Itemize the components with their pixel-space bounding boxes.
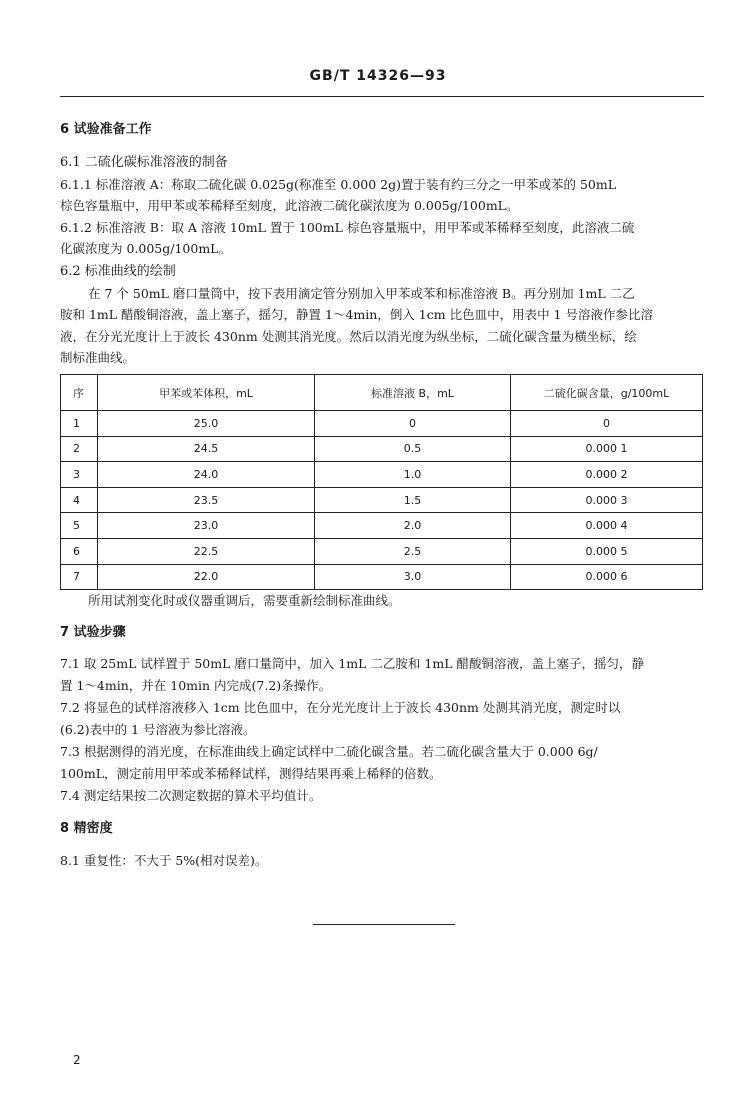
section-7-3-line-2: 100mL，测定前用甲苯或苯稀释试样，测得结果再乘上稀释的倍数。 <box>60 766 442 781</box>
section-6-2-para-line-2: 胺和 1mL 醋酸铜溶液，盖上塞子，摇匀，静置 1～4min，倒入 1cm 比色皿中，用表中 1 号溶液作参比溶 <box>60 307 653 322</box>
table-cell: 25.0 <box>98 411 315 437</box>
table-cell: 2.0 <box>315 513 511 539</box>
table-row <box>61 538 703 564</box>
table-cell: 1.5 <box>315 487 511 513</box>
section-6-1-1-line-1: 6.1.1 标准溶液 A：称取二硫化碳 0.025g(称准至 0.000 2g)置于装有约三分之一甲苯或苯的 50mL <box>60 177 617 192</box>
section-7-3-line-1: 7.3 根据测得的消光度，在标准曲线上确定试样中二硫化碳含量。若二硫化碳含量大于 0.000 6g/ <box>60 744 598 759</box>
page-number: 2 <box>73 1053 81 1067</box>
table-cell: 0.000 4 <box>511 513 703 539</box>
section-6-1-2-line-1: 6.1.2 标准溶液 B：取 A 溶液 10mL 置于 100mL 棕色容量瓶中，用甲苯或苯稀释至刻度，此溶液二硫 <box>60 220 635 235</box>
table-cell: 0.000 6 <box>511 564 703 590</box>
section-6-1-2-line-2: 化碳浓度为 0.005g/100mL。 <box>60 241 231 256</box>
section-7-1-line-2: 置 1～4min，并在 10min 内完成(7.2)条操作。 <box>60 678 332 693</box>
table-cell: 7 <box>61 564 98 590</box>
table-cell: 23.5 <box>98 487 315 513</box>
section-7-title: 7 试验步骤 <box>60 625 126 640</box>
section-6-2-para-line-1: 在 7 个 50mL 磨口量筒中，按下表用滴定管分别加入甲苯或苯和标准溶液 B。再分别加 1mL 二乙 <box>88 286 635 301</box>
section-6-2-para-line-4: 制标准曲线。 <box>60 350 136 365</box>
table-cell: 2 <box>61 436 98 462</box>
section-7-1-line-1: 7.1 取 25mL 试样置于 50mL 磨口量筒中，加入 1mL 二乙胺和 1mL 醋酸铜溶液，盖上塞子，摇匀，静 <box>60 656 644 671</box>
col-header-cs2-content: 二硫化碳含量，g/100mL <box>511 375 703 411</box>
table-cell: 0 <box>511 411 703 437</box>
table-cell: 3.0 <box>315 564 511 590</box>
section-8-1: 8.1 重复性：不大于 5%(相对误差)。 <box>60 853 268 868</box>
table-cell: 0.000 5 <box>511 538 703 564</box>
table-cell: 0.5 <box>315 436 511 462</box>
table-cell: 24.5 <box>98 436 315 462</box>
section-8-title: 8 精密度 <box>60 821 113 836</box>
table-row <box>61 436 703 462</box>
table-cell: 1.0 <box>315 462 511 488</box>
end-rule <box>313 924 455 925</box>
table-cell: 4 <box>61 487 98 513</box>
standard-code-header: GB/T 14326—93 <box>309 68 447 84</box>
section-6-2-para-line-3: 液，在分光光度计上于波长 430nm 处测其消光度。然后以消光度为纵坐标，二硫化碳含量为横坐标，绘 <box>60 329 637 344</box>
col-header-solution-b: 标准溶液 B，mL <box>315 375 511 411</box>
section-6-title: 6 试验准备工作 <box>60 122 152 137</box>
section-7-2-line-2: (6.2)表中的 1 号溶液为参比溶液。 <box>60 722 256 737</box>
section-6-1-title: 6.1 二硫化碳标准溶液的制备 <box>60 155 228 170</box>
table-row <box>61 411 703 437</box>
table-cell: 22.5 <box>98 538 315 564</box>
standard-solution-table <box>60 374 703 590</box>
table-cell: 5 <box>61 513 98 539</box>
table-cell: 6 <box>61 538 98 564</box>
table-cell: 22.0 <box>98 564 315 590</box>
table-cell: 2.5 <box>315 538 511 564</box>
section-7-4: 7.4 测定结果按二次测定数据的算术平均值计。 <box>60 788 322 803</box>
table-note: 所用试剂变化时或仪器重调后，需要重新绘制标准曲线。 <box>88 593 401 608</box>
table-cell: 0 <box>315 411 511 437</box>
col-header-seq: 序 <box>61 375 98 411</box>
table-cell: 24.0 <box>98 462 315 488</box>
table-cell: 23.0 <box>98 513 315 539</box>
table-cell: 0.000 1 <box>511 436 703 462</box>
table-row <box>61 564 703 590</box>
table-row <box>61 462 703 488</box>
section-6-2-title: 6.2 标准曲线的绘制 <box>60 264 176 279</box>
table-cell: 3 <box>61 462 98 488</box>
header-rule <box>60 96 704 97</box>
table-cell: 1 <box>61 411 98 437</box>
table-row <box>61 513 703 539</box>
table-cell: 0.000 2 <box>511 462 703 488</box>
table-header-row <box>61 375 703 411</box>
section-7-2-line-1: 7.2 将显色的试样溶液移入 1cm 比色皿中，在分光光度计上于波长 430nm 处测其消光度，测定时以 <box>60 700 621 715</box>
table-row <box>61 487 703 513</box>
section-6-1-1-line-2: 棕色容量瓶中，用甲苯或苯稀释至刻度，此溶液二硫化碳浓度为 0.005g/100mL。 <box>60 198 519 213</box>
col-header-solvent-volume: 甲苯或苯体积，mL <box>98 375 315 411</box>
table-cell: 0.000 3 <box>511 487 703 513</box>
